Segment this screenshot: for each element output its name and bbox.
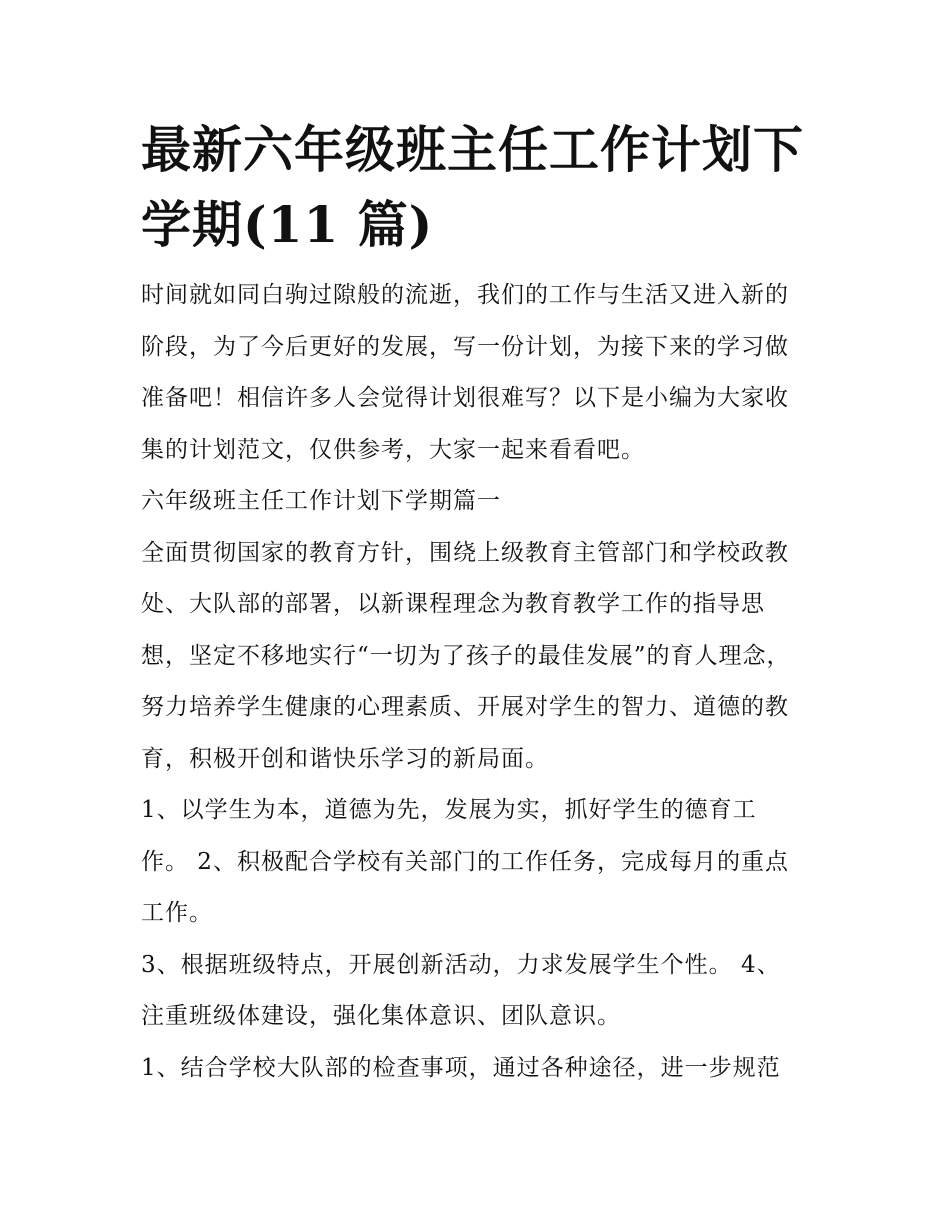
section-heading	[141, 476, 821, 528]
document-page	[141, 112, 821, 1094]
intro-line-2: 阶段，为了今后更好的发展，写一份计划，为接下来的学习做	[141, 333, 789, 360]
guideline-line-3: 想，坚定不移地实行“一切为了孩子的最佳发展”的育人理念，	[141, 642, 791, 669]
goals-b-line-2: 注重班级体建设，强化集体意识、团队意识。	[141, 1003, 621, 1030]
goals-paragraph-a	[141, 785, 821, 940]
guideline-line-1: 全面贯彻国家的教育方针，围绕上级教育主管部门和学校政教	[141, 539, 789, 566]
measures-paragraph	[141, 1043, 821, 1095]
document-title	[141, 112, 821, 262]
document-body	[141, 270, 821, 1094]
guideline-paragraph	[141, 528, 821, 786]
goals-b-line-1: 3、根据班级特点，开展创新活动，力求发展学生个性。 4、	[141, 951, 781, 978]
intro-line-1: 时间就如同白驹过隙般的流逝，我们的工作与生活又进入新的	[141, 282, 789, 308]
goals-a-line-2: 作。 2、积极配合学校有关部门的工作任务，完成每月的重点	[141, 848, 789, 875]
title-line-2: 学期(11 篇)	[141, 195, 434, 254]
guideline-line-5: 育，积极开创和谐快乐学习的新局面。	[141, 745, 549, 772]
intro-line-4: 集的计划范文，仅供参考，大家一起来看看吧。	[141, 436, 645, 463]
goals-a-line-3: 工作。	[141, 900, 213, 927]
goals-a-line-1: 1、以学生为本，道德为先，发展为实，抓好学生的德育工	[141, 797, 757, 824]
guideline-line-2: 处、大队部的部署，以新课程理念为教育教学工作的指导思	[141, 591, 765, 618]
measures-line-1: 1、结合学校大队部的检查事项，通过各种途径，进一步规范	[141, 1054, 781, 1081]
section-heading-text: 六年级班主任工作计划下学期篇一	[141, 488, 501, 515]
goals-paragraph-b	[141, 940, 821, 1043]
intro-line-3: 准备吧！相信许多人会觉得计划很难写？以下是小编为大家收	[141, 385, 789, 412]
title-line-1: 最新六年级班主任工作计划下	[141, 120, 804, 179]
guideline-line-4: 努力培养学生健康的心理素质、开展对学生的智力、道德的教	[141, 694, 789, 721]
intro-paragraph	[141, 270, 821, 476]
